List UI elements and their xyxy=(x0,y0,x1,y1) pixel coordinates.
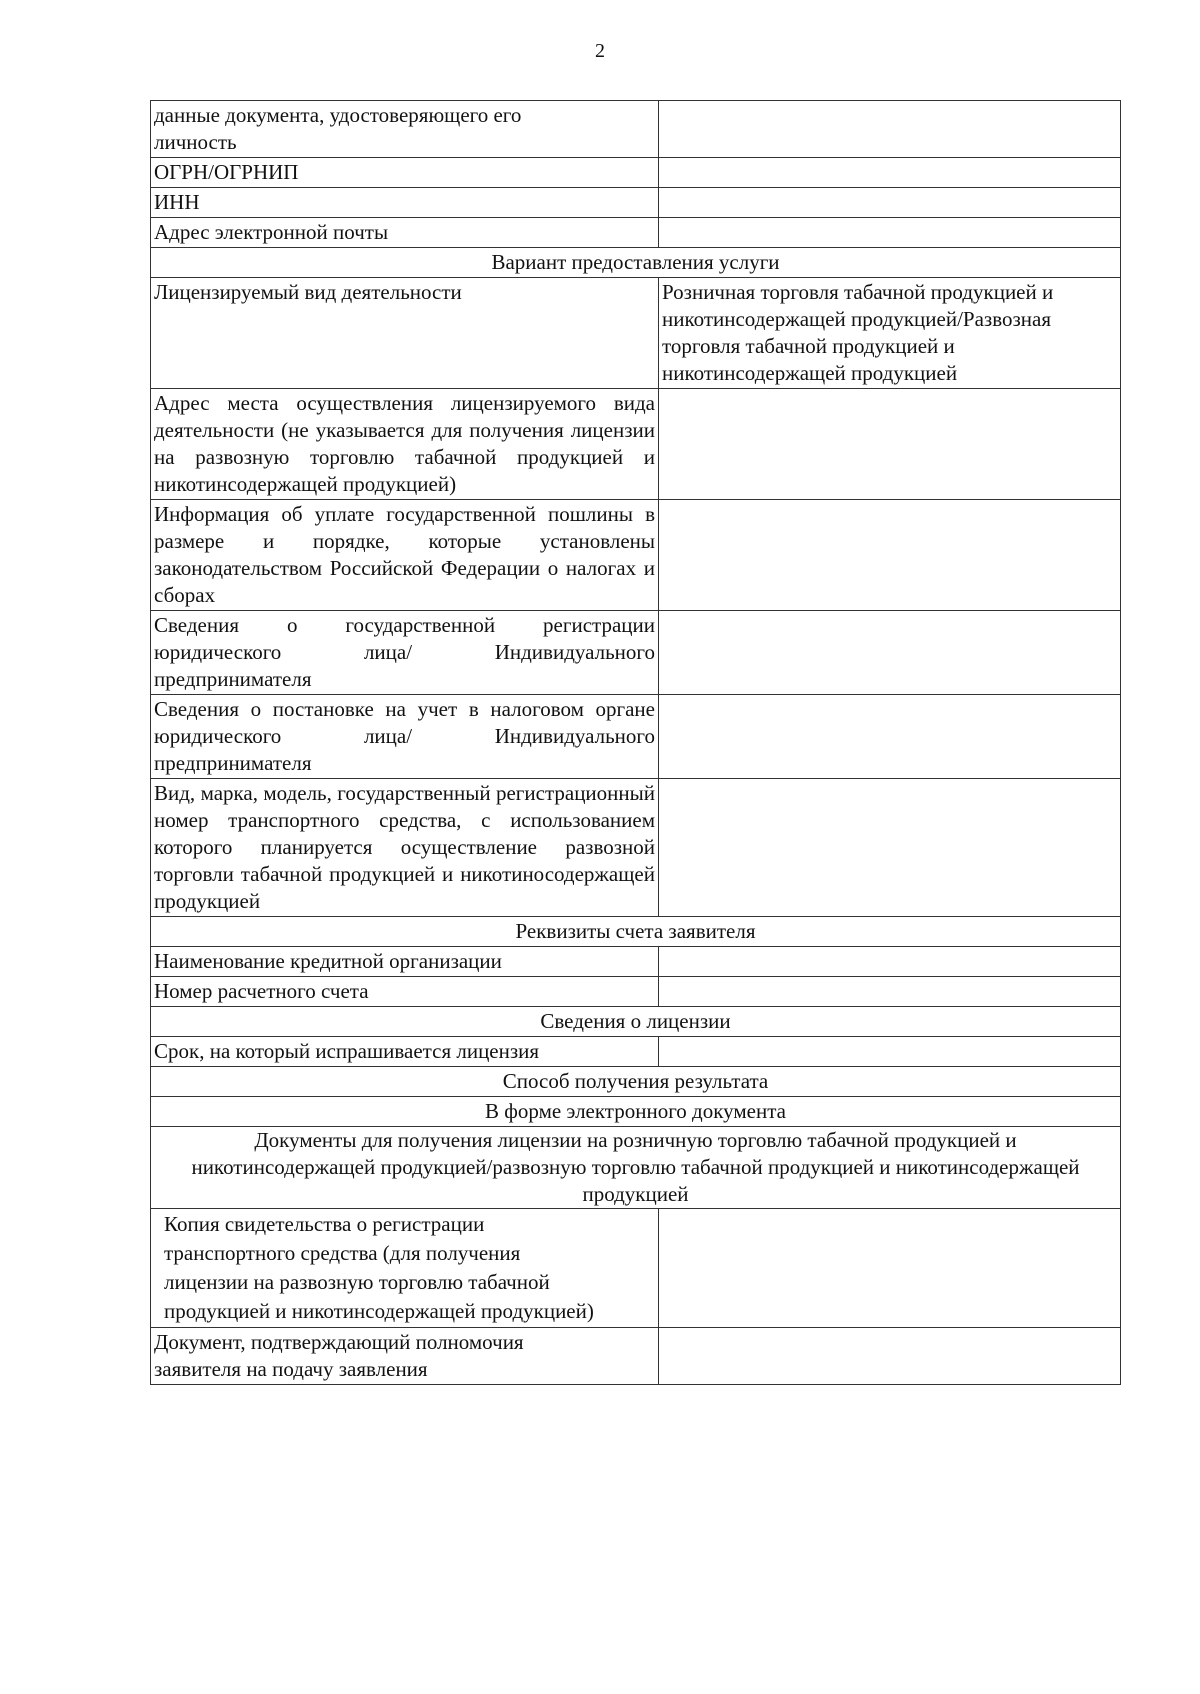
row-label: ОГРН/ОГРНИП xyxy=(151,158,659,188)
form-row xyxy=(151,278,1121,389)
row-value xyxy=(659,188,1121,218)
form-row xyxy=(151,101,1121,158)
row-label: Информация об уплате государственной пошлины в размере и порядке, которые установлены законодательством Российской Федерации о налогах и сборах xyxy=(151,500,659,611)
section-row xyxy=(151,1007,1121,1037)
page-number: 2 xyxy=(595,40,605,62)
row-label: Наименование кредитной организации xyxy=(151,947,659,977)
row-label: Документ, подтверждающий полномочия заявителя на подачу заявления xyxy=(151,1328,659,1385)
section-row xyxy=(151,1127,1121,1209)
row-label: Сведения о государственной регистрации юридического лица/ Индивидуального предпринимателя xyxy=(151,611,659,695)
section-row xyxy=(151,917,1121,947)
row-label: ИНН xyxy=(151,188,659,218)
section-row xyxy=(151,248,1121,278)
form-row xyxy=(151,947,1121,977)
row-value: Розничная торговля табачной продукцией и никотинсодержащей продукцией/Развозная торговля табачной продукцией и никотинсодержащей продукцией xyxy=(659,278,1121,389)
section-heading: Способ получения результата xyxy=(151,1067,1121,1097)
section-heading: В форме электронного документа xyxy=(151,1097,1121,1127)
row-label: Лицензируемый вид деятельности xyxy=(151,278,659,389)
form-row xyxy=(151,1209,1121,1328)
row-value xyxy=(659,158,1121,188)
row-value xyxy=(659,977,1121,1007)
row-label: Сведения о постановке на учет в налоговом органе юридического лица/ Индивидуального предпринимателя xyxy=(151,695,659,779)
form-row xyxy=(151,188,1121,218)
row-label: Номер расчетного счета xyxy=(151,977,659,1007)
row-value xyxy=(659,500,1121,611)
form-row xyxy=(151,977,1121,1007)
row-value xyxy=(659,1037,1121,1067)
form-row xyxy=(151,695,1121,779)
form-row xyxy=(151,218,1121,248)
row-value xyxy=(659,1328,1121,1385)
application-form-table xyxy=(150,100,1121,1385)
row-value xyxy=(659,1209,1121,1328)
row-value xyxy=(659,389,1121,500)
row-value xyxy=(659,947,1121,977)
section-row xyxy=(151,1067,1121,1097)
form-row xyxy=(151,1037,1121,1067)
section-heading: Сведения о лицензии xyxy=(151,1007,1121,1037)
row-label: Адрес электронной почты xyxy=(151,218,659,248)
row-value xyxy=(659,101,1121,158)
form-row xyxy=(151,1328,1121,1385)
form-row xyxy=(151,611,1121,695)
form-row xyxy=(151,779,1121,917)
row-label: данные документа, удостоверяющего его личность xyxy=(151,101,659,158)
row-label: Копия свидетельства о регистрации транспортного средства (для получения лицензии на развозную торговлю табачной продукцией и никотинсодержащей продукцией) xyxy=(151,1209,659,1328)
row-label: Вид, марка, модель, государственный регистрационный номер транспортного средства, с использованием которого планируется осуществление развозной торговли табачной продукцией и никотиносодержащей продукцией xyxy=(151,779,659,917)
row-value xyxy=(659,218,1121,248)
section-heading: Документы для получения лицензии на розничную торговлю табачной продукцией и никотинсодержащей продукцией/развозную торговлю табачной продукцией и никотинсодержащей продукцией xyxy=(151,1127,1121,1209)
section-row xyxy=(151,1097,1121,1127)
row-value xyxy=(659,611,1121,695)
form-row xyxy=(151,158,1121,188)
form-row xyxy=(151,500,1121,611)
row-label: Срок, на который испрашивается лицензия xyxy=(151,1037,659,1067)
row-label: Адрес места осуществления лицензируемого вида деятельности (не указывается для получения лицензии на развозную торговлю табачной продукцией и никотинсодержащей продукцией) xyxy=(151,389,659,500)
row-value xyxy=(659,695,1121,779)
row-value xyxy=(659,779,1121,917)
section-heading: Вариант предоставления услуги xyxy=(151,248,1121,278)
form-row xyxy=(151,389,1121,500)
section-heading: Реквизиты счета заявителя xyxy=(151,917,1121,947)
